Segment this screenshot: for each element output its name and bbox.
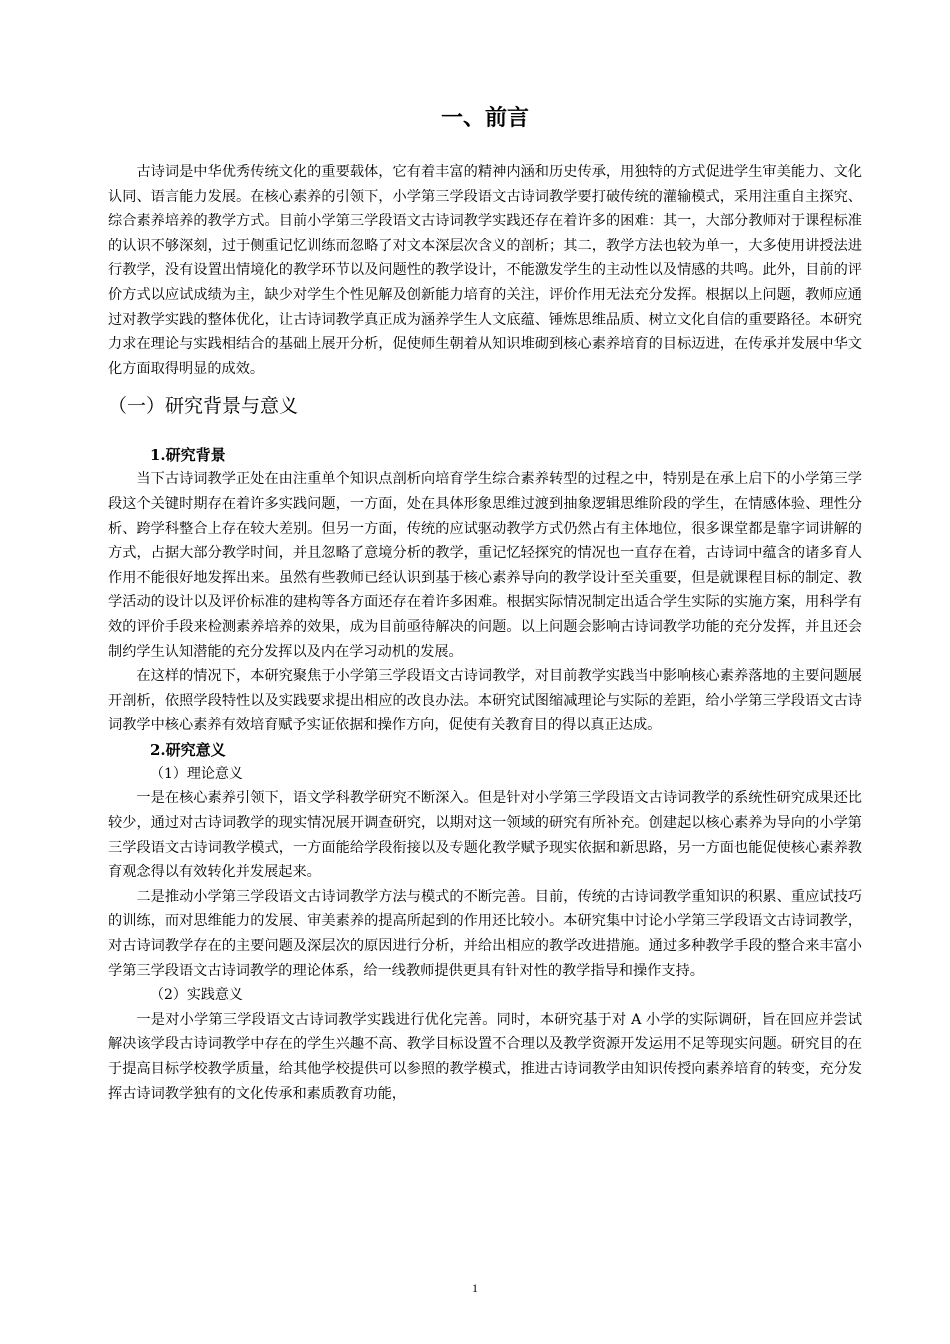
intro-paragraph: 古诗词是中华优秀传统文化的重要载体，它有着丰富的精神内涵和历史传承，用独特的方式促进学生审美能力、文化认同、语言能力发展。在核心素养的引领下，小学第三学段语文古诗词教学要打破传统的灌输模式，采用注重自主探究、综合素养培养的教学方式。目前小学第三学段语文古诗词教学实践还存在着许多的困难：其一，大部分教师对于课程标准的认识不够深刻，过于侧重记忆训练而忽略了对文本深层次含义的剖析；其二，教学方法也较为单一，大多使用讲授法进行教学，没有设置出情境化的教学环节以及问题性的教学设计，不能激发学生的主动性以及情感的共鸣。此外，目前的评价方式以应试成绩为主，缺少对学生个性见解及创新能力培育的关注，评价作用无法充分发挥。根据以上问题，教师应通过对教学实践的整体优化，让古诗词教学真正成为涵养学生人文底蕴、锤炼思维品质、树立文化自信的重要路径。本研究力求在理论与实践相结合的基础上展开分析，促使师生朝着从知识堆砌到核心素养培育的目标迈进，在传承并发展中华文化方面取得明显的成效。 [108,164,862,377]
chapter-title: 一、前言 [440,106,529,131]
background-paragraph-2: 在这样的情况下，本研究聚焦于小学第三学段语文古诗词教学，对目前教学实践当中影响核心素养落地的主要问题展开剖析，依照学段特性以及实践要求提出相应的改良办法。本研究试图缩减理论与实际的差距，给小学第三学段语文古诗词教学中核心素养有效培育赋予实证依据和操作方向，促使有关教育目的得以真正达成。 [108,668,862,734]
subsection-heading-significance: 2.研究意义 [150,740,226,759]
practice-paragraph-1: 一是对小学第三学段语文古诗词教学实践进行优化完善。同时，本研究基于对 A 小学的实际调研，旨在回应并尝试解决该学段古诗词教学中存在的学生兴趣不高、教学目标设置不合理以及教学资源开发运用不足等现实问题。研究目的在于提高目标学校教学质量，给其他学校提供可以参照的教学模式，推进古诗词教学由知识传授向素养培育的转变，充分发挥古诗词教学独有的文化传承和素质教育功能， [108,1011,862,1102]
practice-heading: （2）实践意义 [150,987,243,1004]
theory-paragraph-2: 二是推动小学第三学段语文古诗词教学方法与模式的不断完善。目前，传统的古诗词教学重知识的积累、重应试技巧的训练，而对思维能力的发展、审美素养的提高所起到的作用还比较小。本研究集中讨论小学第三学段语文古诗词教学，对古诗词教学存在的主要问题及深层次的原因进行分析，并给出相应的教学改进措施。通过多种教学手段的整合来丰富小学第三学段语文古诗词教学的理论体系，给一线教师提供更具有针对性的教学指导和操作支持。 [108,888,862,979]
theory-heading: （1）理论意义 [150,765,243,782]
background-paragraph-1: 当下古诗词教学正处在由注重单个知识点剖析向培育学生综合素养转型的过程之中，特别是在承上启下的小学第三学段这个关键时期存在着许多实践问题，一方面，处在具体形象思维过渡到抽象逻辑思维阶段的学生，在情感体验、理性分析、跨学科整合上存在较大差别。但另一方面，传统的应试驱动教学方式仍然占有主体地位，很多课堂都是靠字词讲解的方式，占据大部分教学时间，并且忽略了意境分析的教学，重记忆轻探究的情况也一直存在着，古诗词中蕴含的诸多育人作用不能很好地发挥出来。虽然有些教师已经认识到基于核心素养导向的教学设计至关重要，但是就课程目标的制定、教学活动的设计以及评价标准的建构等各方面还存在着许多困难。根据实际情况制定出适合学生实际的实施方案，用科学有效的评价手段来检测素养培养的效果，成为目前亟待解决的问题。以上问题会影响古诗词教学功能的充分发挥，并且还会制约学生认知潜能的充分发挥以及内在学习动机的发展。 [108,471,862,660]
page-content [108,96,862,1106]
section-heading: （一）研究背景与意义 [108,395,299,418]
page-number: 1 [472,1281,478,1295]
theory-paragraph-1: 一是在核心素养引领下，语文学科教学研究不断深入。但是针对小学第三学段语文古诗词教学的系统性研究成果还比较少，通过对古诗词教学的现实情况展开调查研究，以期对这一领域的研究有所补充。创建起以核心素养为导向的小学第三学段语文古诗词教学模式，一方面能给学段衔接以及专题化教学赋予现实依据和新思路，另一方面也能促使核心素养教育观念得以有效转化并发展起来。 [108,790,862,881]
subsection-heading-background: 1.研究背景 [150,446,226,465]
